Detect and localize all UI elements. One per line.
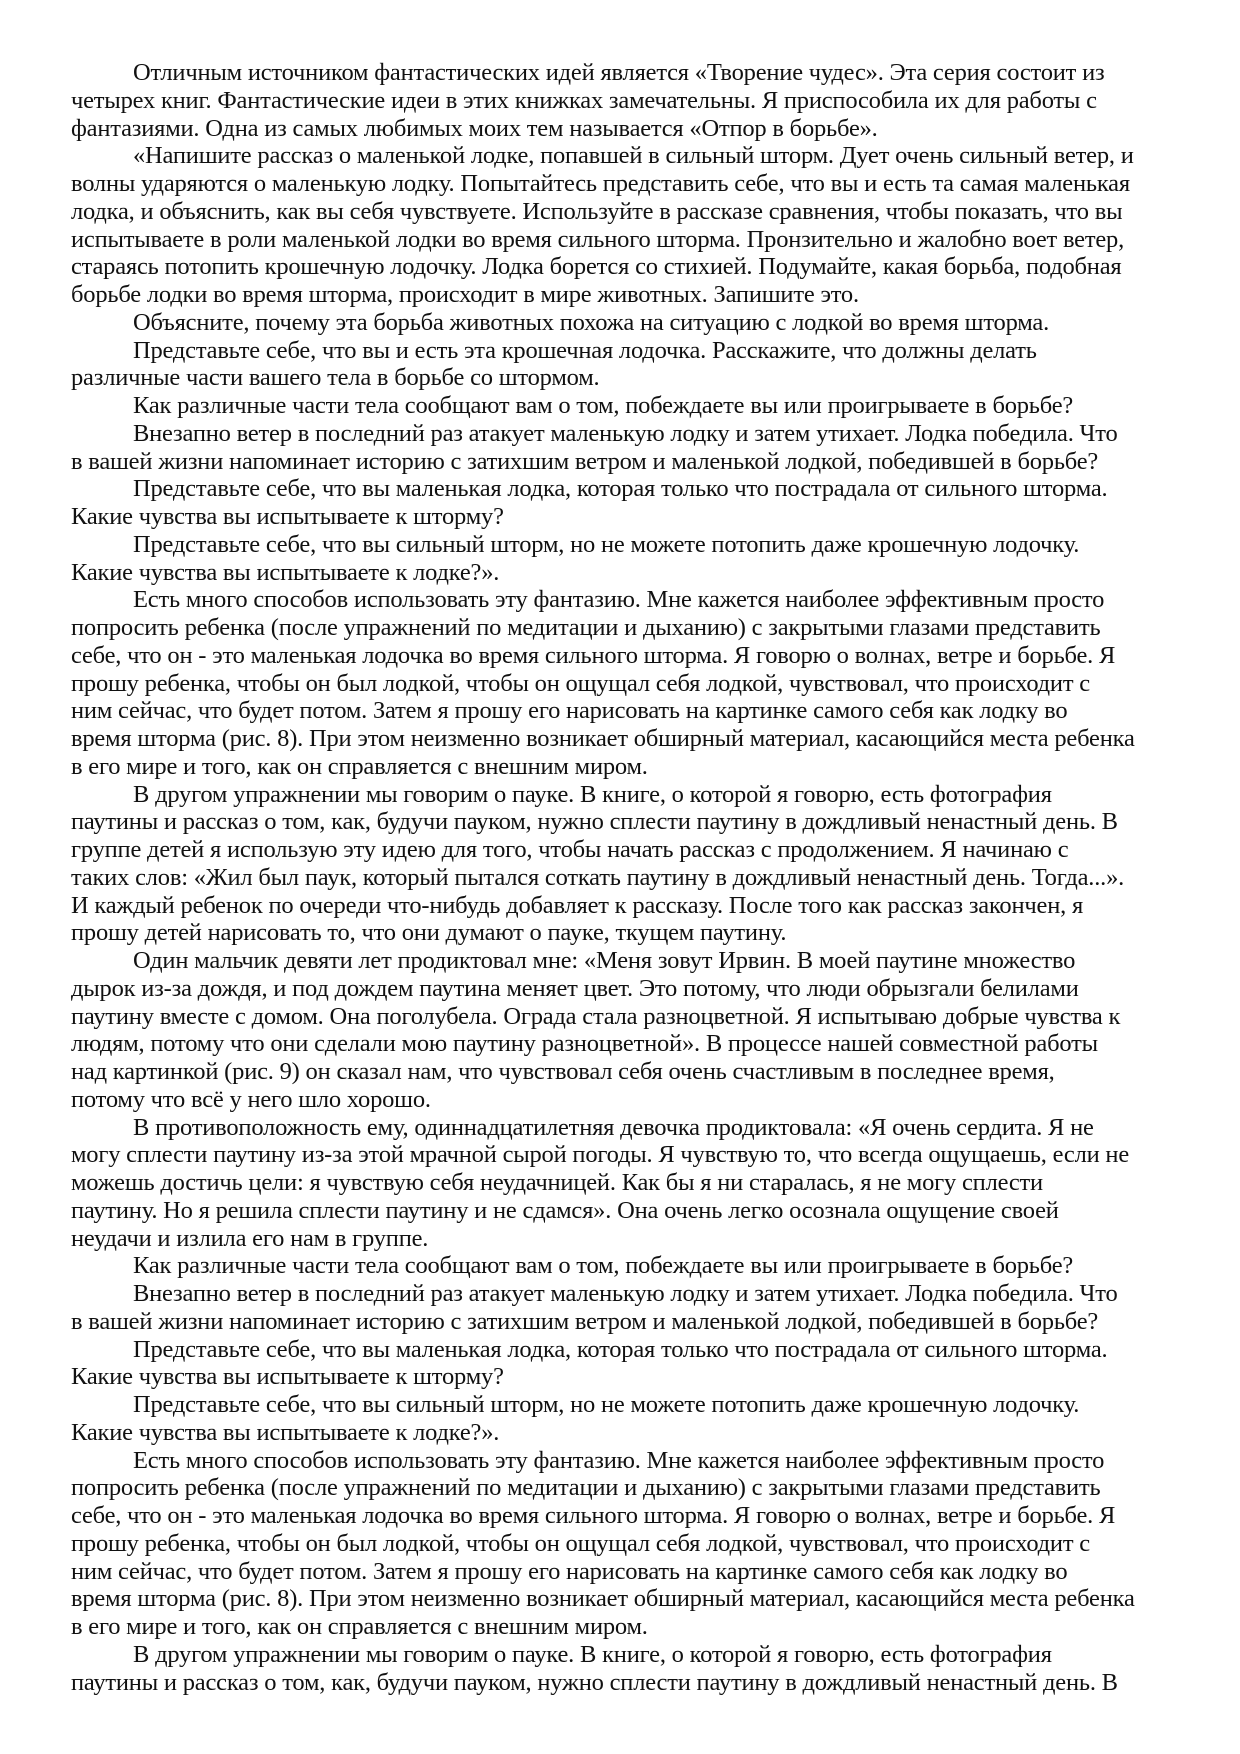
text-line: неудачи и излила его нам в группе. bbox=[71, 1224, 429, 1252]
text-line: Один мальчик девяти лет продиктовал мне: «Меня зовут Ирвин. В моей паутине множество bbox=[133, 947, 1076, 974]
paragraph bbox=[71, 1114, 1191, 1253]
text-line: фантазиями. Одна из самых любимых моих тем называется «Отпор в борьбе». bbox=[71, 114, 878, 142]
text-line: Объясните, почему эта борьба животных похожа на ситуацию с лодкой во время шторма. bbox=[133, 308, 1049, 336]
text-line: В другом упражнении мы говорим о пауке. В книге, о которой я говорю, есть фотография bbox=[133, 780, 1052, 808]
text-line: паутины и рассказ о том, как, будучи пауком, нужно сплести паутину в дождливый ненастный день. В bbox=[71, 808, 1118, 836]
text-line: Представьте себе, что вы сильный шторм, но не можете потопить даже крошечную лодочку. bbox=[133, 530, 1080, 558]
text-line: группе детей я использую эту идею для того, чтобы начать рассказ с продолжением. Я начинаю с bbox=[71, 836, 1069, 863]
text-line: стараясь потопить крошечную лодочку. Лодка борется со стихией. Подумайте, какая борьба, подобная bbox=[71, 253, 1122, 281]
text-line: четырех книг. Фантастические идеи в этих книжках замечательны. Я приспособила их для работы с bbox=[71, 86, 1097, 114]
text-line: Внезапно ветер в последний раз атакует маленькую лодку и затем утихает. Лодка победила. Что bbox=[133, 419, 1118, 447]
paragraph bbox=[71, 475, 1191, 531]
text-line: Представьте себе, что вы и есть эта крошечная лодочка. Расскажите, что должны делать bbox=[133, 336, 1037, 364]
text-line: «Напишите рассказ о маленькой лодке, попавшей в сильный шторм. Дует очень сильный ветер, и bbox=[133, 142, 1134, 170]
paragraph bbox=[71, 420, 1191, 476]
text-line: И каждый ребенок по очереди что-нибудь добавляет к рассказу. После того как рассказ закончен, я bbox=[71, 891, 1084, 919]
text-line: паутины и рассказ о том, как, будучи пауком, нужно сплести паутину в дождливый ненастный день. В bbox=[71, 1668, 1118, 1696]
paragraph bbox=[71, 392, 1191, 420]
text-line: людям, потому что они сделали мою паутину разноцветной». В процессе нашей совместной работы bbox=[71, 1030, 1098, 1058]
text-line: в его мире и того, как он справляется с внешним миром. bbox=[71, 1613, 648, 1640]
text-line: попросить ребенка (после упражнений по медитации и дыханию) с закрытыми глазами представить bbox=[71, 614, 1101, 641]
text-line: время шторма (рис. 8). При этом неизменно возникает обширный материал, касающийся места ребенка bbox=[71, 1585, 1135, 1613]
text-line: в вашей жизни напоминает историю с затихшим ветром и маленькой лодкой, победившей в борьбе? bbox=[71, 1307, 1099, 1335]
text-line: Представьте себе, что вы маленькая лодка, которая только что пострадала от сильного шторма. bbox=[133, 1335, 1108, 1363]
text-line: ним сейчас, что будет потом. Затем я прошу его нарисовать на картинке самого себя как лодку во bbox=[71, 697, 1068, 725]
text-line: В противоположность ему, одиннадцатилетняя девочка продиктовала: «Я очень сердита. Я не bbox=[133, 1113, 1094, 1141]
text-line: таких слов: «Жил был паук, который пытался соткать паутину в дождливый ненастный день. Тогда...». bbox=[71, 863, 1125, 891]
paragraph bbox=[71, 1252, 1191, 1280]
paragraph bbox=[71, 586, 1191, 780]
text-line: Отличным источником фантастических идей является «Творение чудес». Эта серия состоит из bbox=[133, 59, 1105, 86]
text-line: в его мире и того, как он справляется с внешним миром. bbox=[71, 752, 648, 780]
text-line: паутину. Но я решила сплести паутину и не сдамся». Она очень легко осознала ощущение своей bbox=[71, 1196, 1059, 1224]
paragraph bbox=[71, 1336, 1191, 1392]
text-line: В другом упражнении мы говорим о пауке. В книге, о которой я говорю, есть фотография bbox=[133, 1640, 1052, 1668]
text-line: Какие чувства вы испытываете к шторму? bbox=[71, 503, 504, 530]
text-line: прошу ребенка, чтобы он был лодкой, чтобы он ощущал себя лодкой, чувствовал, что происходит с bbox=[71, 669, 1090, 697]
text-line: Как различные части тела сообщают вам о том, побеждаете вы или проигрываете в борьбе? bbox=[133, 1252, 1074, 1280]
paragraph bbox=[71, 59, 1191, 142]
document-page bbox=[71, 59, 1191, 1696]
text-line: лодка, и объяснить, как вы себя чувствуете. Используйте в рассказе сравнения, чтобы показать, что вы bbox=[71, 197, 1123, 225]
paragraph bbox=[71, 1280, 1191, 1336]
text-line: время шторма (рис. 8). При этом неизменно возникает обширный материал, касающийся места ребенка bbox=[71, 725, 1135, 752]
paragraph bbox=[71, 947, 1191, 1114]
text-line: различные части вашего тела в борьбе со штормом. bbox=[71, 364, 600, 392]
text-line: ним сейчас, что будет потом. Затем я прошу его нарисовать на картинке самого себя как лодку во bbox=[71, 1557, 1068, 1585]
text-line: волны ударяются о маленькую лодку. Попытайтесь представить себе, что вы и есть та самая маленькая bbox=[71, 170, 1130, 197]
paragraph bbox=[71, 1391, 1191, 1447]
paragraph bbox=[71, 142, 1191, 309]
text-line: Представьте себе, что вы маленькая лодка, которая только что пострадала от сильного шторма. bbox=[133, 475, 1108, 503]
paragraph bbox=[71, 337, 1191, 393]
paragraph bbox=[71, 1641, 1191, 1697]
text-line: могу сплести паутину из-за этой мрачной сырой погоды. Я чувствую то, что всегда ощущаешь, если не bbox=[71, 1141, 1130, 1169]
text-line: дырок из-за дождя, и под дождем паутина меняет цвет. Это потому, что люди обрызгали белилами bbox=[71, 974, 1079, 1002]
text-line: над картинкой (рис. 9) он сказал нам, что чувствовал себя очень счастливым в последнее время, bbox=[71, 1058, 1055, 1085]
text-line: потому что всё у него шло хорошо. bbox=[71, 1085, 431, 1113]
text-line: себе, что он - это маленькая лодочка во время сильного шторма. Я говорю о волнах, ветре и борьбе. Я bbox=[71, 1502, 1116, 1529]
text-line: Представьте себе, что вы сильный шторм, но не можете потопить даже крошечную лодочку. bbox=[133, 1391, 1080, 1418]
text-line: Есть много способов использовать эту фантазию. Мне кажется наиболее эффективным просто bbox=[133, 1446, 1105, 1474]
paragraph bbox=[71, 781, 1191, 948]
text-line: прошу детей нарисовать то, что они думают о пауке, ткущем паутину. bbox=[71, 919, 787, 947]
text-line: себе, что он - это маленькая лодочка во время сильного шторма. Я говорю о волнах, ветре и борьбе. Я bbox=[71, 641, 1116, 669]
text-line: прошу ребенка, чтобы он был лодкой, чтобы он ощущал себя лодкой, чувствовал, что происходит с bbox=[71, 1529, 1090, 1557]
paragraph bbox=[71, 1447, 1191, 1641]
text-line: паутину вместе с домом. Она поголубела. Ограда стала разноцветной. Я испытываю добрые чувства к bbox=[71, 1002, 1121, 1030]
text-line: можешь достичь цели: я чувствую себя неудачницей. Как бы я ни старалась, я не могу сплести bbox=[71, 1169, 1043, 1196]
text-line: Внезапно ветер в последний раз атакует маленькую лодку и затем утихает. Лодка победила. Что bbox=[133, 1280, 1118, 1307]
text-line: Какие чувства вы испытываете к лодке?». bbox=[71, 558, 500, 586]
text-line: испытываете в роли маленькой лодки во время сильного шторма. Пронзительно и жалобно воет ветер, bbox=[71, 225, 1125, 253]
text-line: борьбе лодки во время шторма, происходит в мире животных. Запишите это. bbox=[71, 281, 859, 308]
text-line: попросить ребенка (после упражнений по медитации и дыханию) с закрытыми глазами представить bbox=[71, 1474, 1101, 1502]
text-line: Какие чувства вы испытываете к шторму? bbox=[71, 1363, 504, 1391]
text-line: Как различные части тела сообщают вам о том, побеждаете вы или проигрываете в борьбе? bbox=[133, 392, 1074, 419]
text-line: Какие чувства вы испытываете к лодке?». bbox=[71, 1418, 500, 1446]
paragraph bbox=[71, 531, 1191, 587]
text-line: в вашей жизни напоминает историю с затихшим ветром и маленькой лодкой, победившей в борьбе? bbox=[71, 447, 1099, 475]
paragraph bbox=[71, 309, 1191, 337]
text-line: Есть много способов использовать эту фантазию. Мне кажется наиболее эффективным просто bbox=[133, 586, 1105, 614]
